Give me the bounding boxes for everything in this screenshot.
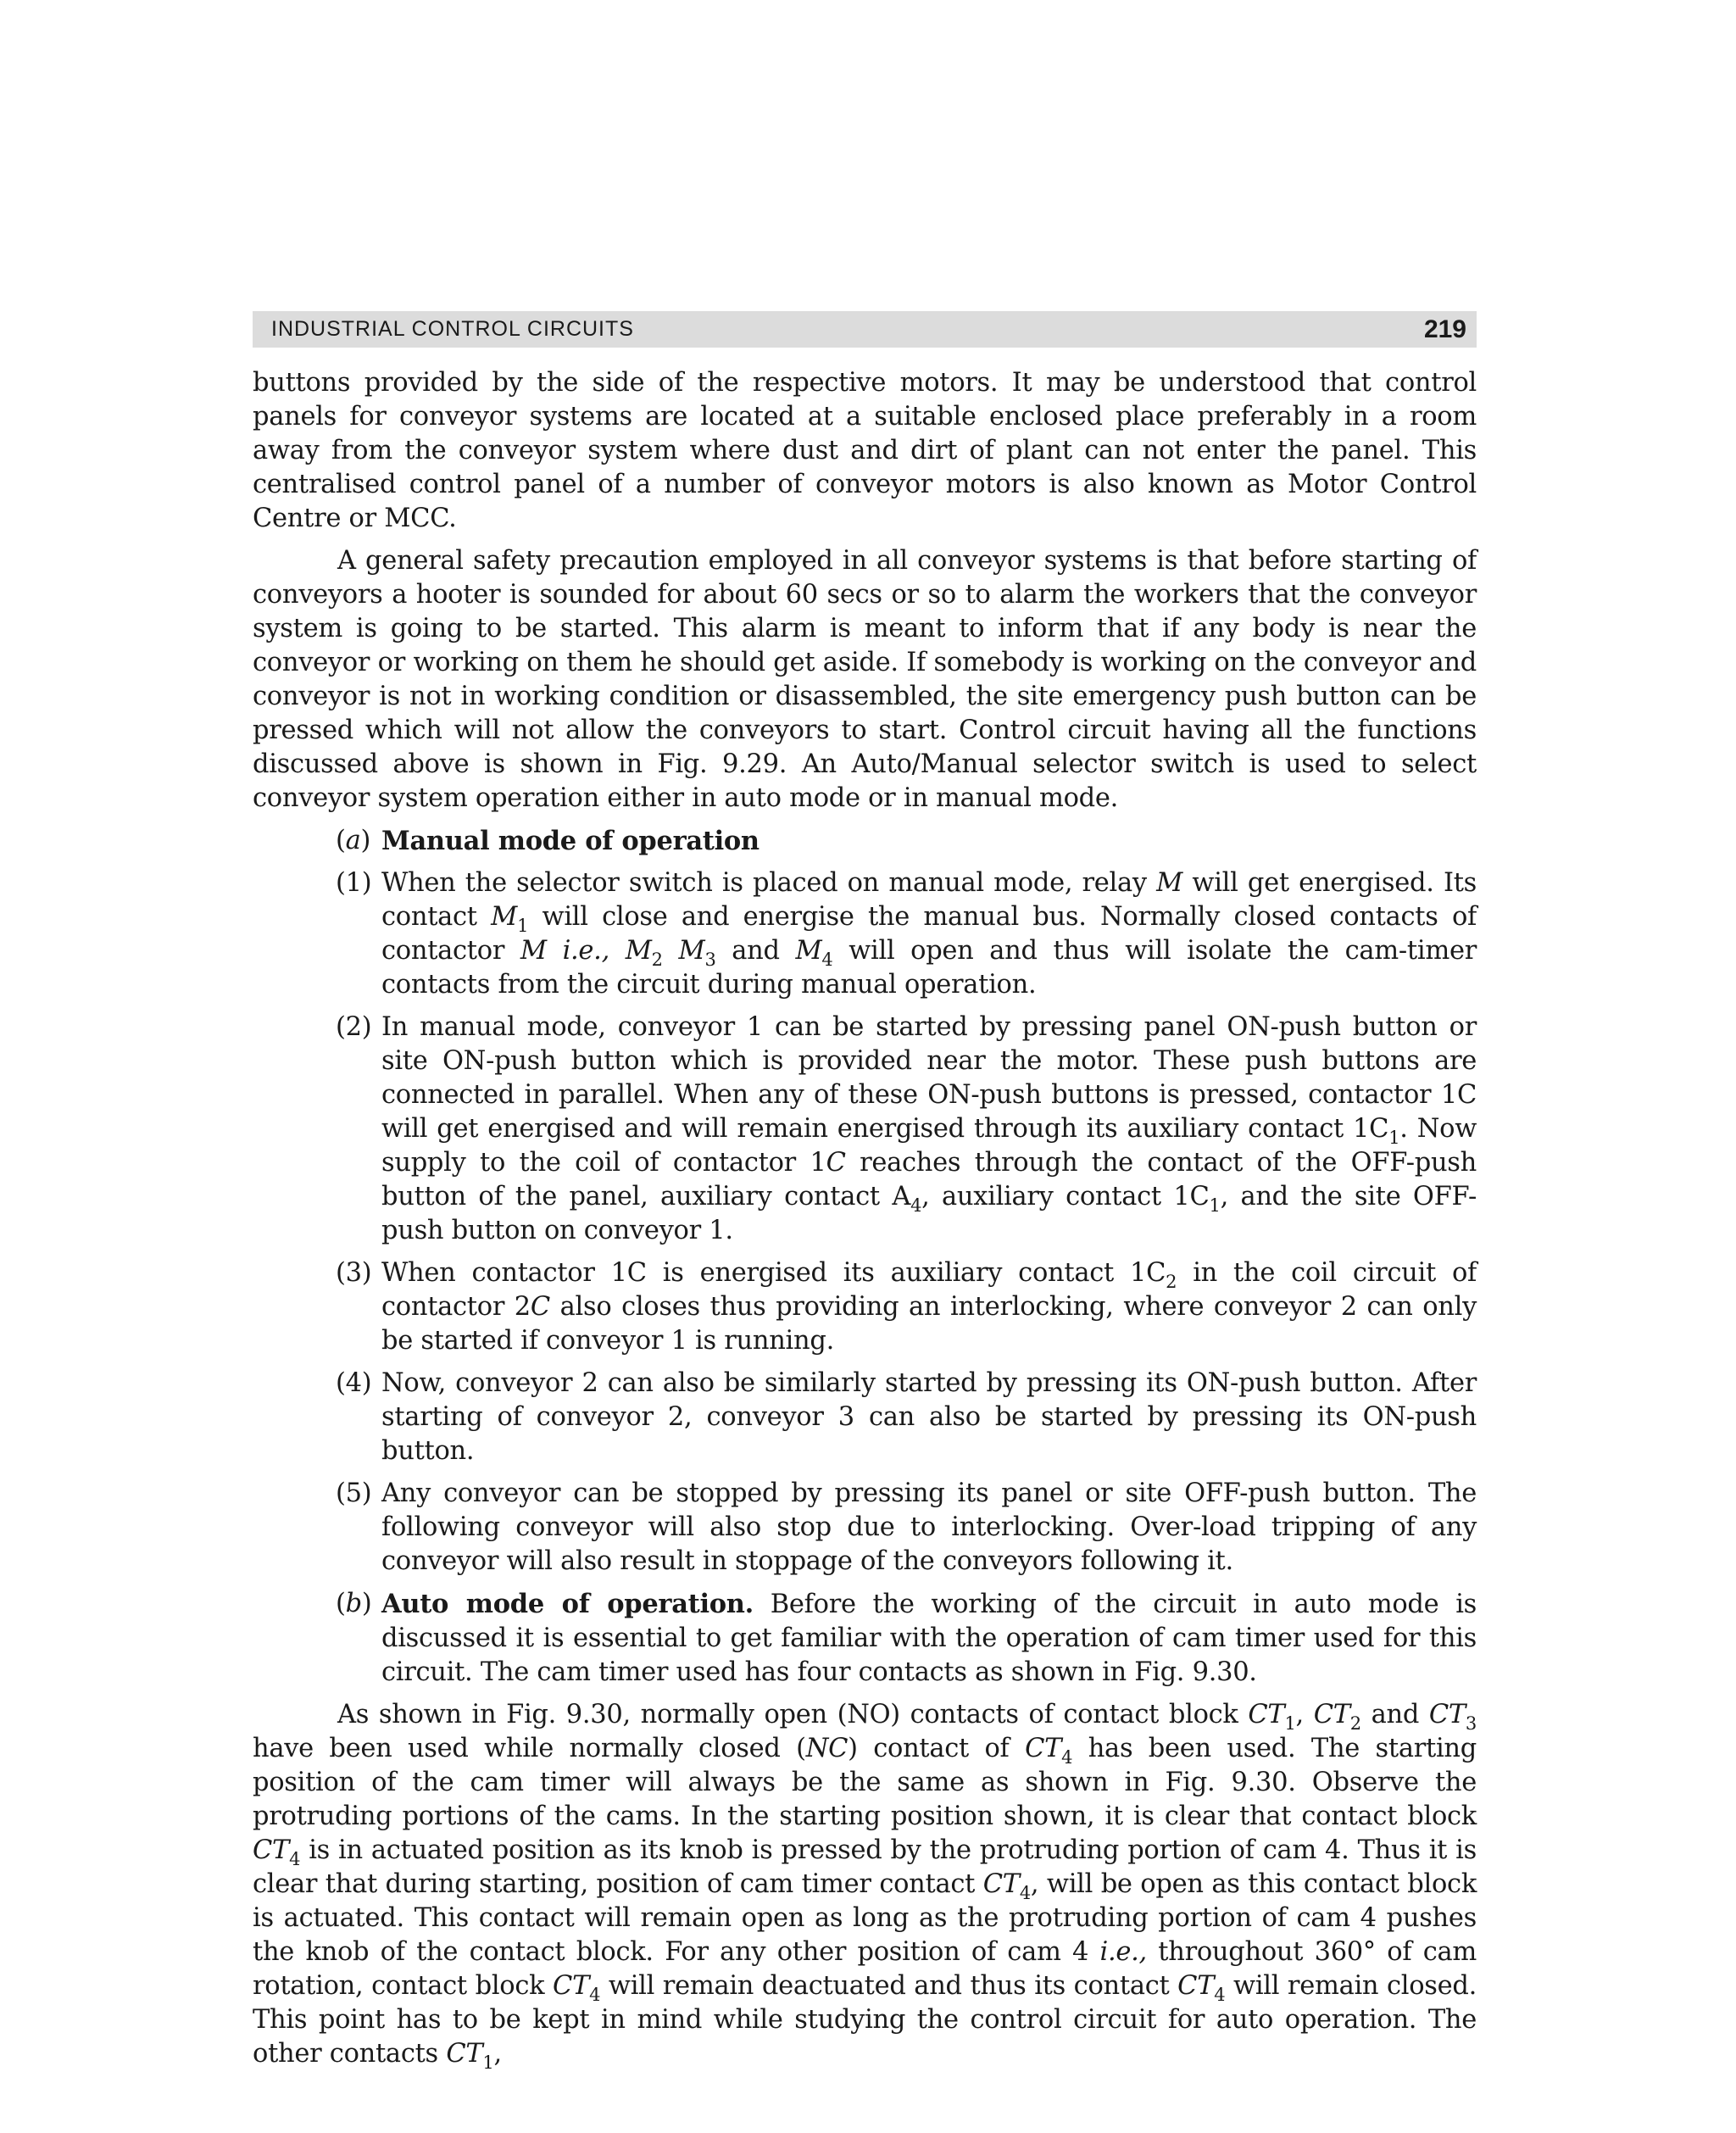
item-text: Now, conveyor 2 can also be similarly started by pressing its ON-push button. After starting of conveyor 2, conveyor 3 can also be started by pressing its ON-push button.	[381, 1368, 1477, 1466]
section-label: (a)	[336, 826, 371, 855]
running-header	[253, 311, 1477, 348]
paragraph: A general safety precaution employed in all conveyor systems is that before starting of conveyors a hooter is sounded for about 60 secs or so to alarm the workers that the conveyor system is going to be started. This alarm is meant to inform that if any body is near the conveyor or working on them he should get aside. If somebody is working on the conveyor and conveyor is not in working condition or disassembled, the site emergency push button can be pressed which will not allow the conveyors to start. Control circuit having all the functions discussed above is shown in Fig. 9.29. An Auto/Manual selector switch is used to select conveyor system operation either in auto mode or in manual mode.	[253, 546, 1477, 813]
page-body	[253, 366, 1477, 2071]
item-number: (2)	[336, 1012, 372, 1042]
item-number: (4)	[336, 1368, 372, 1398]
section-title: Auto mode of operation.	[381, 1589, 754, 1619]
section-heading-manual	[253, 824, 1477, 858]
item-text: In manual mode, conveyor 1 can be started by pressing panel ON-push button or site ON-push button which is provided near the motor. These push buttons are connected in parallel. When any of these ON-push buttons is pressed, contactor 1C will get energised and will remain energised through its auxiliary contact $1C_1$. Now supply to the coil of contactor 1C reaches through the contact of the OFF-push button of the panel, auxiliary contact $A_4$, auxiliary contact $1C_1$, and the site OFF-push button on conveyor 1.	[381, 1012, 1477, 1245]
list-item	[253, 1477, 1477, 1579]
header-title: INDUSTRIAL CONTROL CIRCUITS	[271, 317, 634, 341]
section-label: (b)	[336, 1589, 372, 1618]
list-item	[253, 1011, 1477, 1248]
item-number: (5)	[336, 1479, 372, 1508]
item-text: When the selector switch is placed on manual mode, relay M will get energised. Its contact $M_1$ will close and energise the manual bus. Normally closed contacts of contactor M i.e., $M_2$ $M_3$ and $M_4$ will open and thus will isolate the cam-timer contacts from the circuit during manual operation.	[381, 868, 1477, 1000]
section-auto-mode	[253, 1587, 1477, 1690]
section-title: Manual mode of operation	[381, 826, 760, 856]
list-item	[253, 1256, 1477, 1358]
item-text: Auto mode of operation. Before the working of the circuit in auto mode is discussed it is essential to get familiar with the operation of cam timer used for this circuit. The cam timer used has four contacts as shown in Fig. 9.30.	[381, 1589, 1477, 1687]
item-text: Any conveyor can be stopped by pressing its panel or site OFF-push button. The following conveyor will also stop due to interlocking. Over-load tripping of any conveyor will also result in stoppage of the conveyors following it.	[381, 1479, 1477, 1576]
list-item	[253, 1367, 1477, 1468]
item-number: (1)	[336, 868, 372, 898]
page-number: 219	[1423, 315, 1466, 343]
list-item	[253, 866, 1477, 1002]
paragraph: As shown in Fig. 9.30, normally open (NO) contacts of contact block $CT_1$, $CT_2$ and $CT_3$ have been used while normally closed (NC) contact of $CT_4$ has been used. The starting position of the cam timer will always be the same as shown in Fig. 9.30. Observe the protruding portions of the cams. In the starting position shown, it is clear that contact block $CT_4$ is in actuated position as its knob is pressed by the protruding portion of cam 4. Thus it is clear that during starting, position of cam timer contact $CT_4$, will be open as this contact block is actuated. This contact will remain open as long as the protruding portion of cam 4 pushes the knob of the contact block. For any other position of cam 4 i.e., throughout 360° of cam rotation, contact block $CT_4$ will remain deactuated and thus its contact $CT_4$ will remain closed. This point has to be kept in mind while studying the control circuit for auto operation. The other contacts $CT_1$,	[253, 1700, 1477, 2073]
item-text: When contactor 1C is energised its auxiliary contact $1C_2$ in the coil circuit of contactor 2C also closes thus providing an interlocking, where conveyor 2 can only be started if conveyor 1 is running.	[381, 1258, 1477, 1356]
item-number: (3)	[336, 1258, 372, 1288]
paragraph: buttons provided by the side of the respective motors. It may be understood that control panels for conveyor systems are located at a suitable enclosed place preferably in a room away from the conveyor system where dust and dirt of plant can not enter the panel. This centralised control panel of a number of conveyor motors is also known as Motor Control Centre or MCC.	[253, 368, 1477, 533]
